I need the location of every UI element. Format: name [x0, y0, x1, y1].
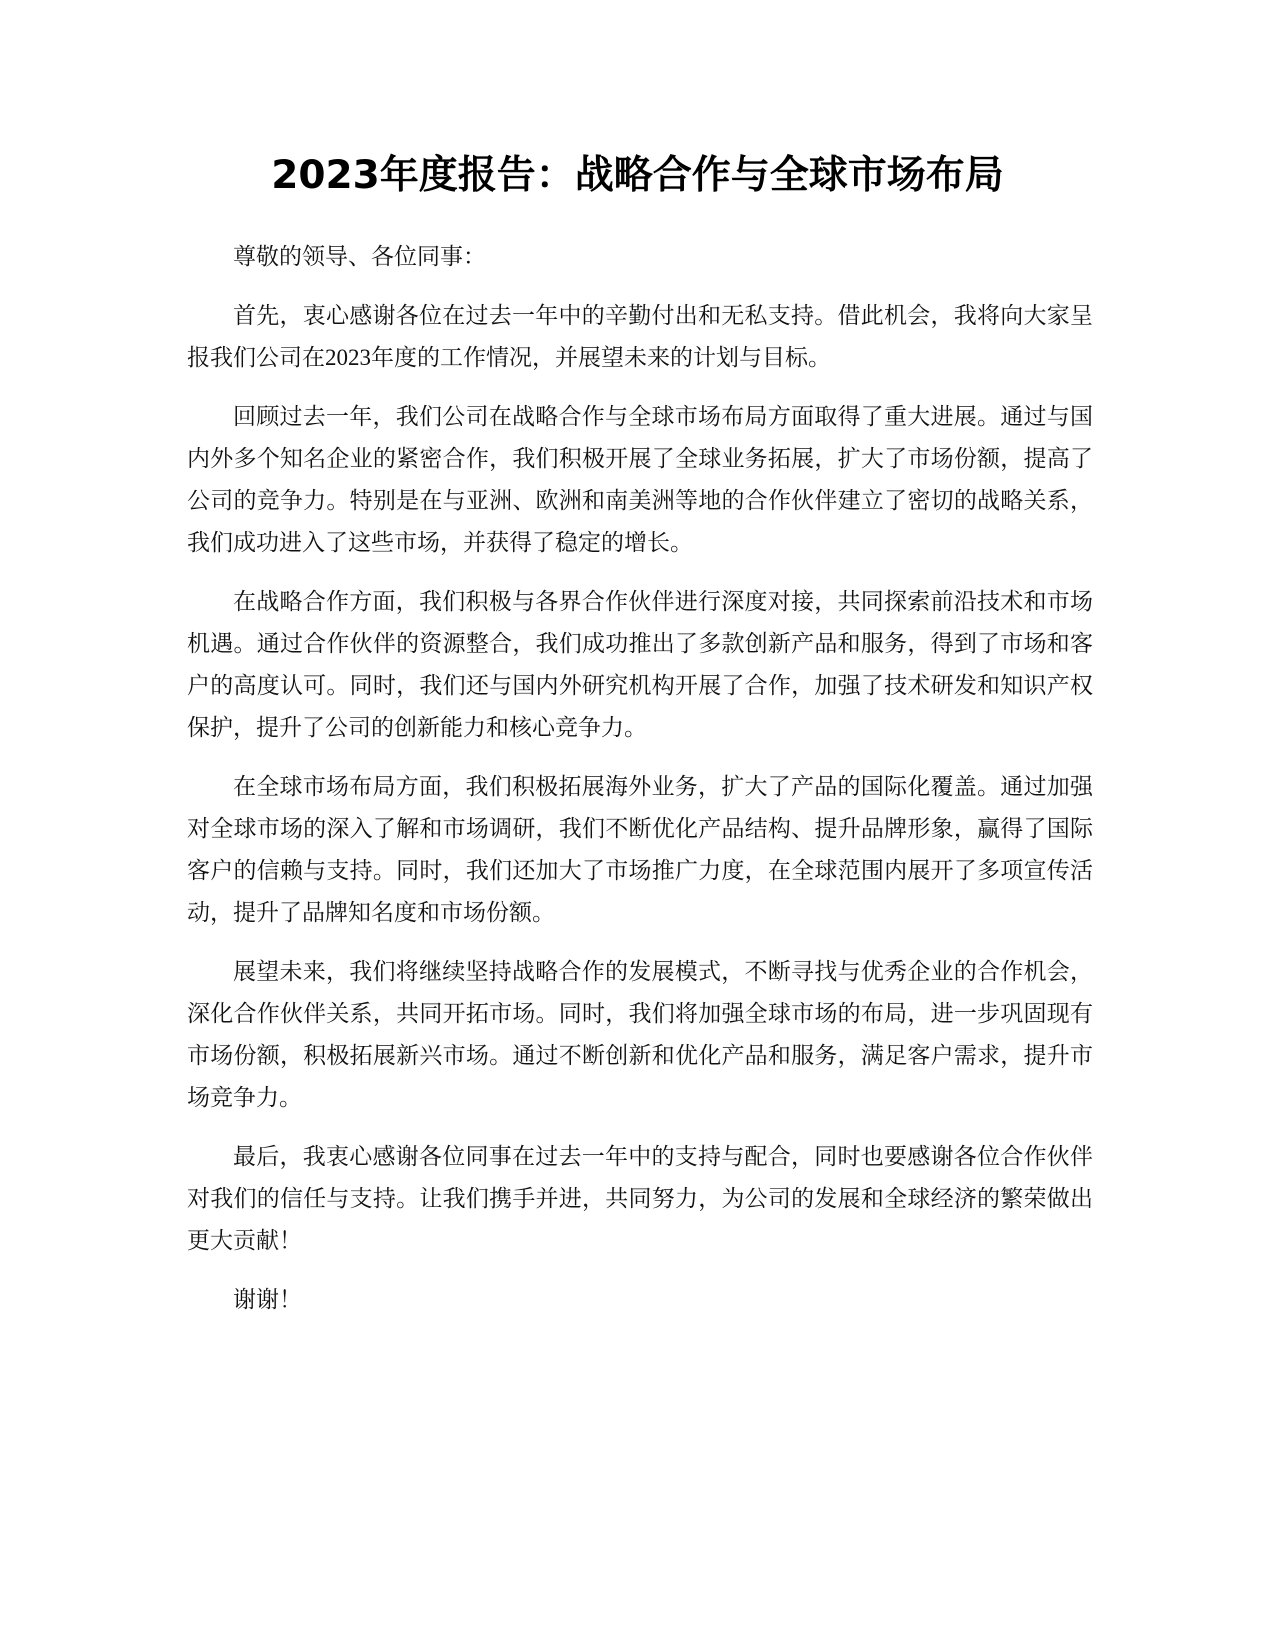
paragraph-global-market: 在全球市场布局方面，我们积极拓展海外业务，扩大了产品的国际化覆盖。通过加强对全球市场的深入了解和市场调研，我们不断优化产品结构、提升品牌形象，赢得了国际客户的信赖与支持。同时，我们还加大了市场推广力度，在全球范围内展开了多项宣传活动，提升了品牌知名度和市场份额。 [187, 774, 1093, 925]
salutation: 尊敬的领导、各位同事： [233, 244, 486, 269]
closing: 谢谢！ [233, 1287, 302, 1312]
paragraph-outlook: 展望未来，我们将继续坚持战略合作的发展模式，不断寻找与优秀企业的合作机会，深化合作伙伴关系，共同开拓市场。同时，我们将加强全球市场的布局，进一步巩固现有市场份额，积极拓展新兴市场。通过不断创新和优化产品和服务，满足客户需求，提升市场竞争力。 [187, 959, 1093, 1110]
document-body [187, 236, 1093, 1338]
paragraph-strategic-cooperation: 在战略合作方面，我们积极与各界合作伙伴进行深度对接，共同探索前沿技术和市场机遇。通过合作伙伴的资源整合，我们成功推出了多款创新产品和服务，得到了市场和客户的高度认可。同时，我们还与国内外研究机构开展了合作，加强了技术研发和知识产权保护，提升了公司的创新能力和核心竞争力。 [187, 589, 1093, 740]
paragraph-thanks: 最后，我衷心感谢各位同事在过去一年中的支持与配合，同时也要感谢各位合作伙伴对我们的信任与支持。让我们携手并进，共同努力，为公司的发展和全球经济的繁荣做出更大贡献！ [187, 1144, 1093, 1253]
paragraph-opening: 首先，衷心感谢各位在过去一年中的辛勤付出和无私支持。借此机会，我将向大家呈报我们公司在2023年度的工作情况，并展望未来的计划与目标。 [187, 303, 1093, 370]
paragraph-review: 回顾过去一年，我们公司在战略合作与全球市场布局方面取得了重大进展。通过与国内外多个知名企业的紧密合作，我们积极开展了全球业务拓展，扩大了市场份额，提高了公司的竞争力。特别是在与亚洲、欧洲和南美洲等地的合作伙伴建立了密切的战略关系，我们成功进入了这些市场，并获得了稳定的增长。 [187, 404, 1093, 555]
document-title: 2023年度报告：战略合作与全球市场布局 [271, 153, 1004, 198]
